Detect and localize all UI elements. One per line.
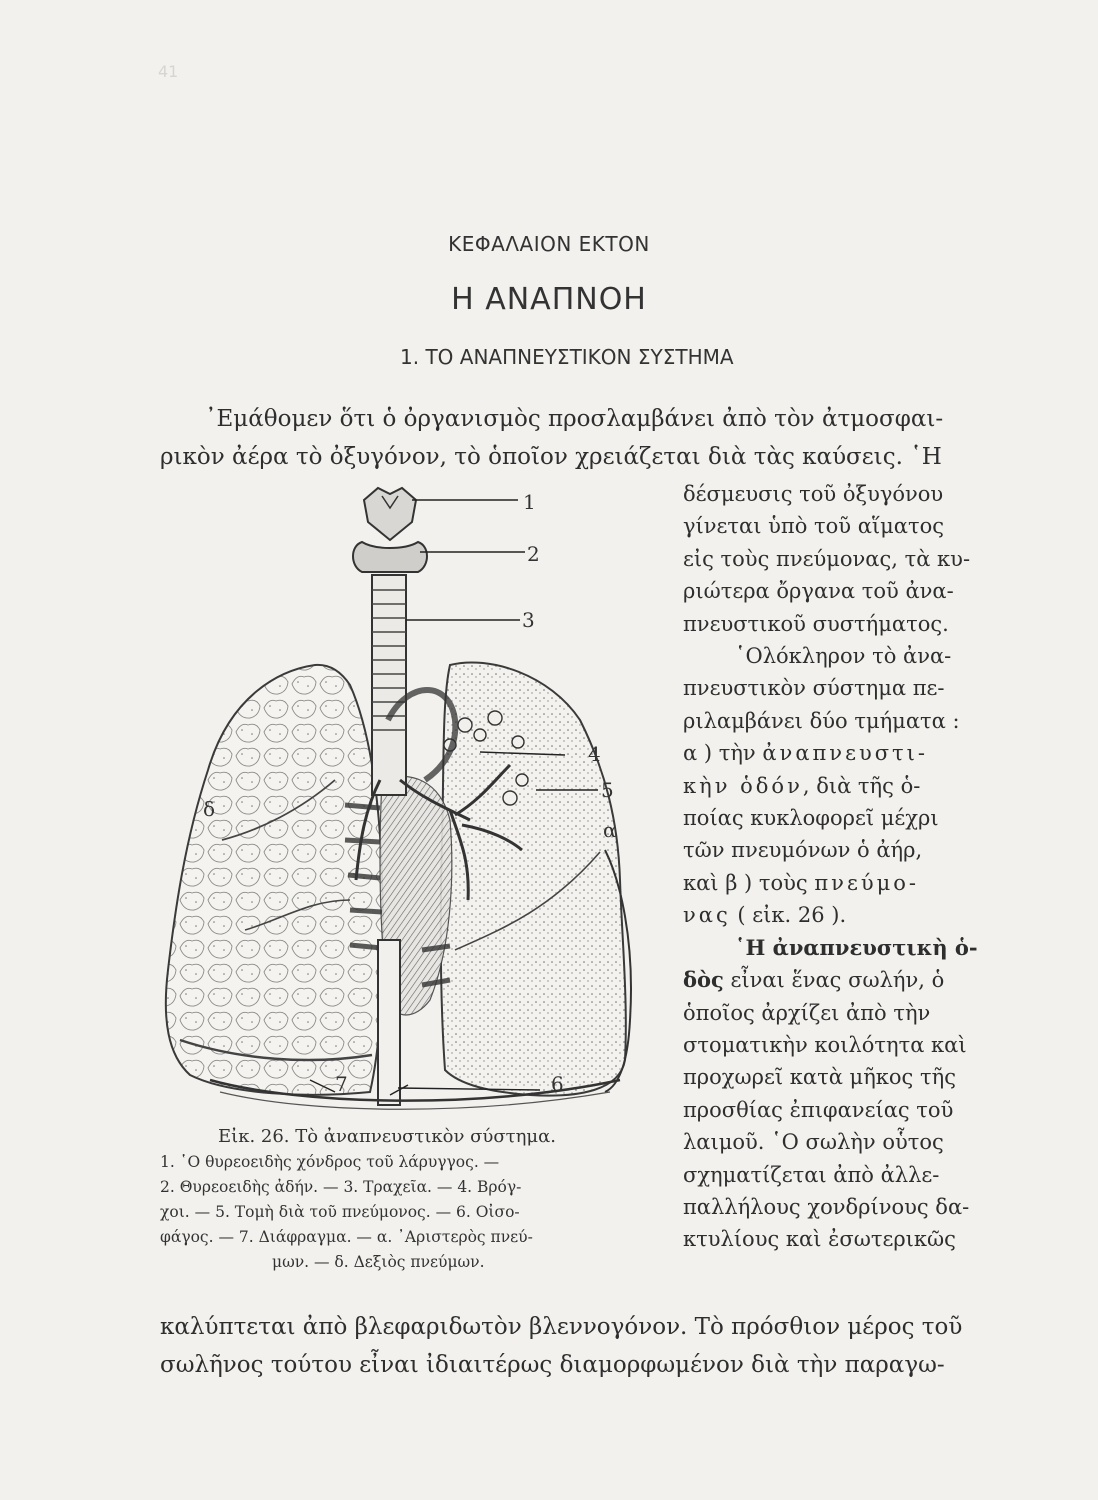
body-text: , διὰ τῆς ὁ- (802, 773, 921, 798)
side-text-column (683, 478, 1003, 1256)
section-title: 1. ΤΟ ΑΝΑΠΝΕΥΣΤΙΚΟΝ ΣΥΣΤΗΜΑ (400, 345, 734, 369)
body-line: ῾Ολόκληρον τὸ ἀνα- (735, 644, 952, 669)
figure-caption (160, 1124, 660, 1275)
figure-label-5: 5 (601, 778, 614, 802)
body-line: στοματικὴν κοιλότητα καὶ (683, 1032, 967, 1057)
figure-caption-title: Εἰκ. 26. Τὸ ἀναπνευστικὸν σύστημα. (218, 1126, 556, 1147)
caption-line: 2. Θυρεοειδὴς ἀδήν. — 3. Τραχεῖα. — 4. Βρόγ- (160, 1178, 522, 1196)
body-line: πνευστικὸν σύστημα πε- (683, 676, 945, 701)
figure-label-1: 1 (523, 490, 536, 514)
body-line: ριλαμβάνει δύο τμήματα : (683, 708, 960, 733)
beta-prefix: καὶ β ) τοὺς (683, 870, 815, 895)
body-line: ριώτερα ὄργανα τοῦ ἀνα- (683, 579, 954, 604)
body-line: γίνεται ὑπὸ τοῦ αἵματος (683, 514, 944, 539)
thyroid-gland-shape (353, 542, 427, 572)
body-line: κτυλίους καὶ ἐσωτερικῶς (683, 1227, 956, 1252)
body-line (683, 964, 1003, 996)
bottom-line-2: σωλῆνος τούτου εἶναι ἰδιαιτέρως διαμορφωμένον διὰ τὴν παραγω- (160, 1352, 945, 1378)
body-line (683, 770, 1003, 802)
body-line: ποίας κυκλοφορεῖ μέχρι (683, 806, 939, 831)
figure-label-2: 2 (527, 542, 540, 566)
respiratory-system-illustration (150, 480, 660, 1120)
caption-line: 1. ῾Ο θυρεοειδὴς χόνδρος τοῦ λάρυγγος. — (160, 1153, 500, 1171)
figure-label-delta: δ (203, 797, 216, 821)
thyroid-cartilage-shape (364, 488, 416, 540)
caption-line: φάγος. — 7. Διάφραγμα. — α. ᾿Αριστερὸς πνεύ- (160, 1228, 533, 1246)
figure-label-3: 3 (522, 608, 535, 632)
figure-label-4: 4 (588, 742, 601, 766)
body-line: λαιμοῦ. ῾Ο σωλὴν οὗτος (683, 1130, 944, 1155)
body-line: τῶν πνευμόνων ὁ ἀήρ, (683, 838, 923, 863)
intro-line-2: ρικὸν ἀέρα τὸ ὀξυγόνον, τὸ ὁποῖον χρειάζεται διὰ τὰς καύσεις. ῾Η (160, 444, 942, 470)
body-text: εἶναι ἕνας σωλήν, ὁ (723, 968, 945, 993)
body-line: παλλήλους χονδρίνους δα- (683, 1194, 970, 1219)
body-line: ὁποῖος ἀρχίζει ἀπὸ τὴν (683, 1000, 931, 1025)
body-line: πνευστικοῦ συστήματος. (683, 611, 949, 636)
body-line: εἰς τοὺς πνεύμονας, τὰ κυ- (683, 546, 971, 571)
bold-term: δὸς (683, 967, 724, 993)
body-line (683, 899, 1003, 931)
chapter-label: ΚΕΦΑΛΑΙΟΝ ΕΚΤΟΝ (448, 232, 650, 256)
body-line: προσθίας ἐπιφανείας τοῦ (683, 1097, 954, 1122)
bold-heading-line: ῾Η ἀναπνευστικὴ ὁ- (735, 934, 978, 960)
body-line: δέσμευσις τοῦ ὀξυγόνου (683, 482, 944, 506)
caption-line: μων. — δ. Δεξιὸς πνεύμων. (272, 1253, 485, 1271)
intro-line-1: ᾿Εμάθομεν ὅτι ὁ ὀργανισμὸς προσλαμβάνει ἀπὸ τὸν ἀτμοσφαι- (205, 406, 944, 432)
body-line: σχηματίζεται ἀπὸ ἀλλε- (683, 1162, 940, 1187)
body-line (683, 867, 1003, 899)
faded-page-number: 41 (158, 62, 179, 81)
body-line (683, 737, 1003, 769)
bottom-line-1: καλύπτεται ἀπὸ βλεφαριδωτὸν βλεννογόνον. Τὸ πρόσθιον μέρος τοῦ (160, 1314, 963, 1340)
body-line: προχωρεῖ κατὰ μῆκος τῆς (683, 1065, 956, 1090)
figure-label-alpha: α (603, 818, 617, 842)
figure-label-7: 7 (335, 1072, 348, 1096)
spaced-term: νας (683, 903, 731, 928)
spaced-term: κὴν ὁδόν (683, 773, 803, 798)
alpha-prefix: α ) τὴν (683, 741, 763, 766)
body-text: ( εἰκ. 26 ). (730, 903, 847, 928)
trachea-shape (372, 575, 406, 795)
caption-line: χοι. — 5. Τομὴ διὰ τοῦ πνεύμονος. — 6. Οἰσο- (160, 1203, 520, 1221)
spaced-term: πνεύμο- (814, 870, 919, 895)
figure-label-6: 6 (551, 1072, 564, 1096)
spaced-term: ἀναπνευστι- (762, 741, 928, 766)
chapter-title: Η ΑΝΑΠΝΟΗ (451, 282, 647, 317)
esophagus-shape (378, 940, 400, 1105)
right-lung-shape (166, 665, 383, 1095)
